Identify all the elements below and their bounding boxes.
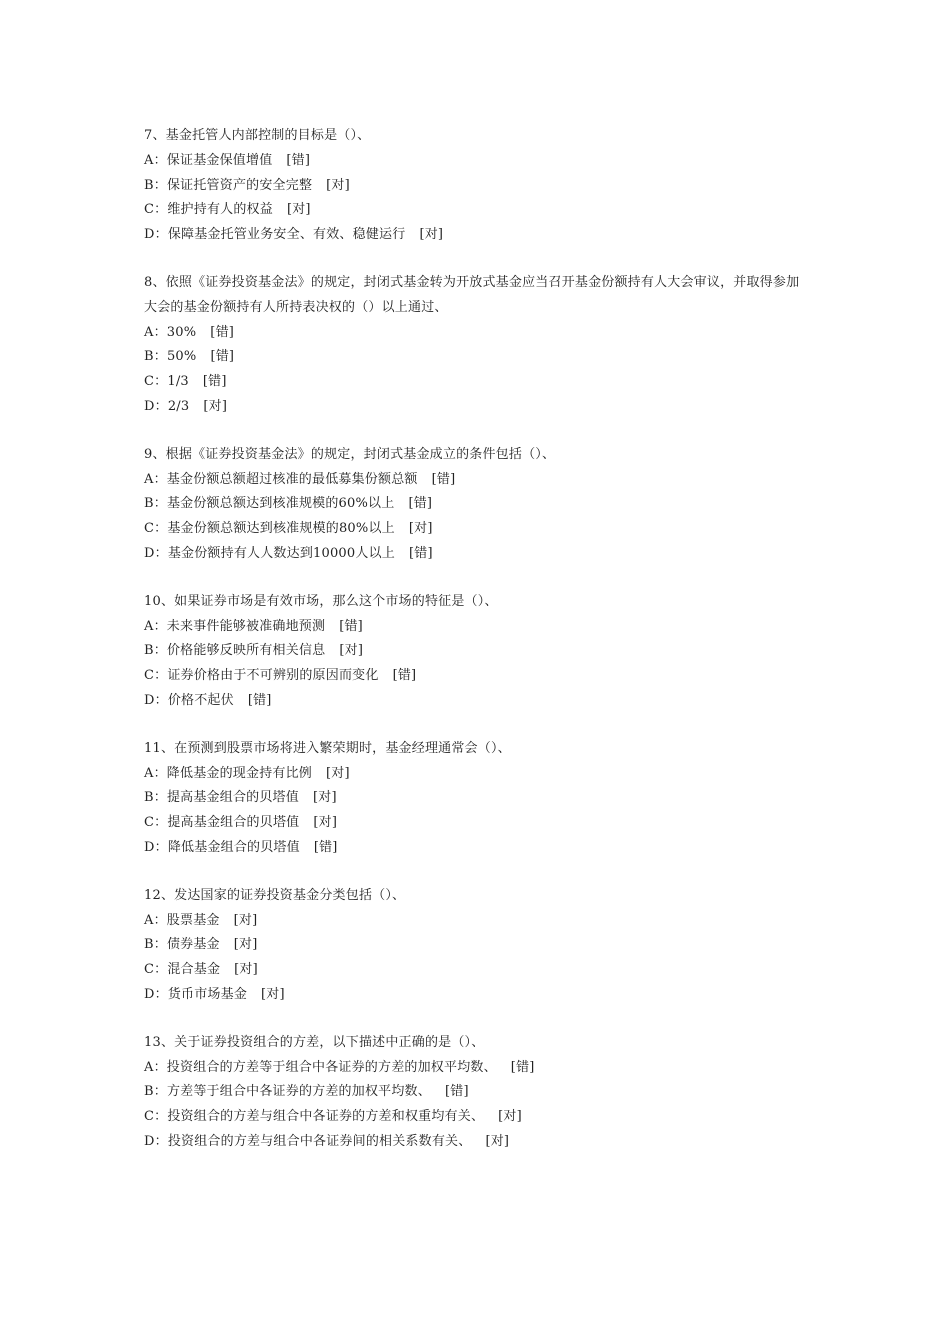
question-7: [144, 124, 824, 248]
option-text: D：保障基金托管业务安全、有效、稳健运行: [144, 227, 406, 243]
option-c: [144, 664, 824, 689]
question-stem: 10、如果证券市场是有效市场，那么这个市场的特征是（）、: [144, 593, 498, 609]
option-text: A：降低基金的现金持有比例: [144, 765, 312, 781]
option-text: A：30%: [144, 324, 197, 340]
answer-mark: [错]: [392, 668, 417, 684]
option-text: A：基金份额总额超过核准的最低募集份额总额: [144, 471, 418, 487]
option-d: [144, 983, 824, 1008]
answer-mark: [错]: [408, 496, 433, 512]
answer-mark: [对]: [313, 815, 338, 831]
question-stem: 8、依照《证券投资基金法》的规定，封闭式基金转为开放式基金应当召开基金份额持有人大会审议，并取得参加大会的基金份额持有人所持表决权的（）以上通过、: [144, 274, 800, 315]
answer-mark: [对]: [326, 765, 350, 781]
option-d: [144, 223, 824, 248]
answer-mark: [错]: [210, 349, 235, 365]
option-text: D：货币市场基金: [144, 986, 248, 1002]
option-text: C：维护持有人的权益: [144, 202, 273, 218]
option-a: [144, 762, 824, 787]
option-text: A：未来事件能够被准确地预测: [144, 618, 326, 634]
answer-mark: [对]: [339, 643, 364, 659]
option-d: [144, 1130, 824, 1155]
option-text: C：证券价格由于不可辨别的原因而变化: [144, 668, 379, 684]
question-11: [144, 737, 824, 861]
question-list: [144, 124, 824, 1178]
option-d: [144, 836, 824, 861]
option-b: [144, 639, 824, 664]
answer-mark: [对]: [498, 1109, 522, 1125]
option-text: D：降低基金组合的贝塔值: [144, 839, 300, 855]
option-text: C：基金份额总额达到核准规模的80%以上: [144, 521, 395, 537]
answer-mark: [对]: [419, 227, 444, 243]
option-text: C：提高基金组合的贝塔值: [144, 815, 300, 831]
question-stem: 11、在预测到股票市场将进入繁荣期时，基金经理通常会（）、: [144, 740, 511, 756]
option-text: C：1/3: [144, 374, 189, 390]
option-b: [144, 174, 824, 199]
answer-mark: [对]: [203, 398, 228, 414]
answer-mark: [对]: [233, 912, 258, 928]
option-text: B：方差等于组合中各证券的方差的加权平均数、: [144, 1084, 431, 1100]
answer-mark: [错]: [286, 152, 311, 168]
option-text: D：投资组合的方差与组合中各证券间的相关系数有关、: [144, 1133, 472, 1149]
option-text: B：提高基金组合的贝塔值: [144, 790, 299, 806]
option-b: [144, 345, 824, 370]
answer-mark: [对]: [408, 521, 433, 537]
option-d: [144, 542, 824, 567]
option-text: B：保证托管资产的安全完整: [144, 177, 313, 193]
option-text: A：投资组合的方差等于组合中各证券的方差的加权平均数、: [144, 1059, 497, 1075]
answer-mark: [错]: [339, 618, 363, 634]
question-stem: 9、根据《证券投资基金法》的规定，封闭式基金成立的条件包括（）、: [144, 446, 556, 462]
answer-mark: [对]: [312, 790, 337, 806]
answer-mark: [对]: [286, 202, 311, 218]
answer-mark: [错]: [510, 1059, 535, 1075]
question-stem: 12、发达国家的证券投资基金分类包括（）、: [144, 887, 406, 903]
option-c: [144, 1105, 824, 1130]
option-text: B：价格能够反映所有相关信息: [144, 643, 326, 659]
question-12: [144, 884, 824, 1008]
option-c: [144, 198, 824, 223]
option-a: [144, 909, 824, 934]
answer-mark: [对]: [234, 962, 258, 978]
option-a: [144, 615, 824, 640]
answer-mark: [错]: [313, 839, 338, 855]
option-a: [144, 1056, 824, 1081]
question-10: [144, 590, 824, 714]
answer-mark: [错]: [444, 1084, 469, 1100]
option-text: D：价格不起伏: [144, 692, 234, 708]
option-text: B：50%: [144, 349, 197, 365]
option-c: [144, 811, 824, 836]
answer-mark: [错]: [408, 545, 433, 561]
option-c: [144, 958, 824, 983]
option-b: [144, 492, 824, 517]
option-d: [144, 689, 824, 714]
answer-mark: [错]: [210, 324, 235, 340]
option-b: [144, 933, 824, 958]
option-a: [144, 468, 824, 493]
answer-mark: [对]: [326, 177, 350, 193]
option-text: B：债券基金: [144, 937, 220, 953]
question-9: [144, 443, 824, 567]
option-a: [144, 321, 824, 346]
option-text: B：基金份额总额达到核准规模的60%以上: [144, 496, 395, 512]
answer-mark: [错]: [431, 471, 456, 487]
option-text: C：混合基金: [144, 962, 221, 978]
option-c: [144, 370, 824, 395]
answer-mark: [对]: [485, 1133, 510, 1149]
answer-mark: [错]: [202, 374, 227, 390]
question-8: [144, 271, 824, 420]
option-text: A：保证基金保值增值: [144, 152, 273, 168]
question-stem: 7、基金托管人内部控制的目标是（）、: [144, 128, 371, 143]
option-text: A：股票基金: [144, 912, 220, 928]
question-13: [144, 1031, 824, 1155]
option-b: [144, 786, 824, 811]
option-c: [144, 517, 824, 542]
answer-mark: [错]: [247, 692, 272, 708]
question-stem: 13、关于证券投资组合的方差，以下描述中正确的是（）、: [144, 1034, 485, 1050]
answer-mark: [对]: [233, 937, 258, 953]
option-text: C：投资组合的方差与组合中各证券的方差和权重均有关、: [144, 1109, 485, 1125]
option-b: [144, 1080, 824, 1105]
option-text: D：2/3: [144, 398, 190, 414]
answer-mark: [对]: [261, 986, 285, 1002]
option-a: [144, 149, 824, 174]
option-d: [144, 395, 824, 420]
option-text: D：基金份额持有人人数达到10000人以上: [144, 545, 395, 561]
